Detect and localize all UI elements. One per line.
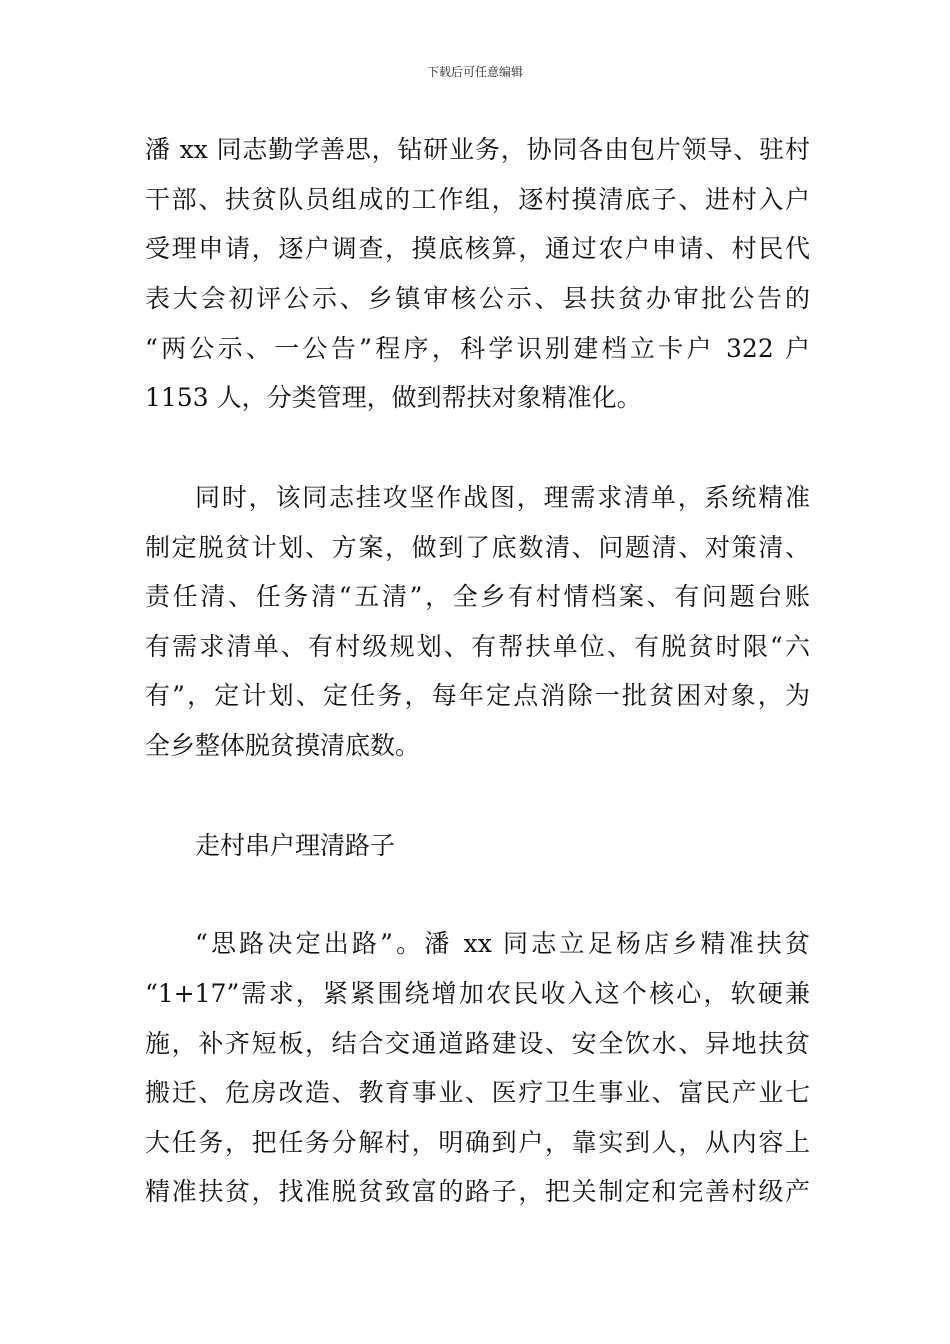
text-line: “1+17”需求，紧紧围绕增加农民收入这个核心，软硬兼 bbox=[145, 979, 810, 1008]
text-line: 干部、扶贫队员组成的工作组，逐村摸清底子、进村入户 bbox=[145, 185, 810, 214]
text-line: 受理申请，逐户调查，摸底核算，通过农户申请、村民代 bbox=[145, 234, 810, 263]
text-line: “两公示、一公告”程序，科学识别建档立卡户 322 户 bbox=[145, 334, 810, 363]
page-header: 下载后可任意编辑 bbox=[426, 65, 523, 79]
text-line: 表大会初评公示、乡镇审核公示、县扶贫办审批公告的 bbox=[145, 284, 810, 313]
text-line: 搬迁、危房改造、教育事业、医疗卫生事业、富民产业七 bbox=[145, 1078, 810, 1107]
text-line: 责任清、任务清“五清”，全乡有村情档案、有问题台账 bbox=[145, 582, 810, 611]
text-line: 全乡整体脱贫摸清底数。 bbox=[145, 731, 421, 760]
text-line: 制定脱贫计划、方案，做到了底数清、问题清、对策清、 bbox=[145, 533, 810, 562]
text-line: 有需求清单、有村级规划、有帮扶单位、有脱贫时限“六 bbox=[145, 632, 810, 661]
heading-text: 走村串户理清路子 bbox=[195, 831, 396, 860]
text-line: 有”，定计划、定任务，每年定点消除一批贫困对象，为 bbox=[145, 681, 810, 710]
text-line: 潘 xx 同志勤学善思，钻研业务，协同各由包片领导、驻村 bbox=[145, 135, 810, 164]
text-line: 大任务，把任务分解村，明确到户，靠实到人，从内容上 bbox=[145, 1128, 810, 1157]
text-line: 精准扶贫，找准脱贫致富的路子，把关制定和完善村级产 bbox=[145, 1177, 810, 1206]
text-line: 1153 人，分类管理，做到帮扶对象精准化。 bbox=[145, 383, 642, 412]
text-line: 施，补齐短板，结合交通道路建设、安全饮水、异地扶贫 bbox=[145, 1029, 810, 1058]
text-line: “思路决定出路”。潘 xx 同志立足杨店乡精准扶贫 bbox=[195, 929, 810, 958]
text-line: 同时，该同志挂攻坚作战图，理需求清单，系统精准 bbox=[195, 483, 810, 512]
